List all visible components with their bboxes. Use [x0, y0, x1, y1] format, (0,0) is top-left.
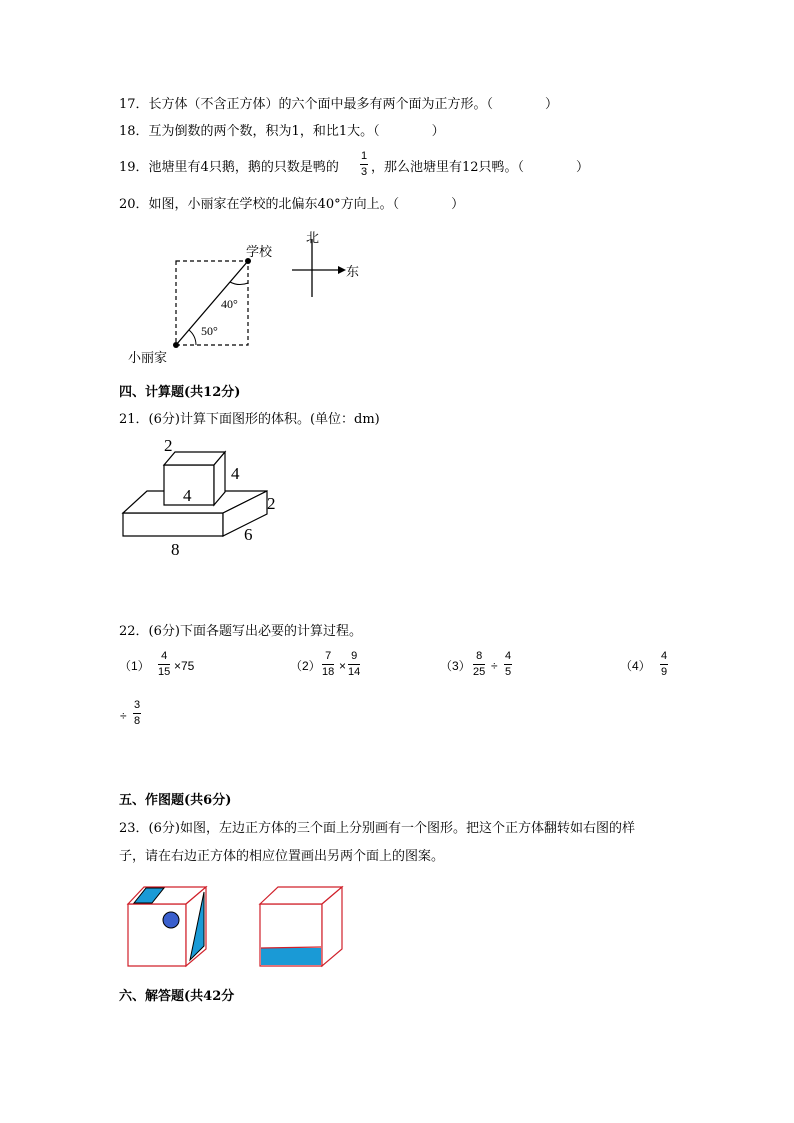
east-arrow-icon [338, 266, 346, 274]
angle-bottom-label: 50° [201, 324, 218, 338]
fraction-denominator: 15 [158, 666, 171, 678]
item-label: （2） [290, 659, 321, 673]
question-19-fraction [360, 151, 368, 178]
question-22: 22．(6分)下面各题写出必要的计算过程。 [119, 624, 362, 639]
east-label: 东 [346, 264, 360, 279]
fraction [348, 651, 360, 678]
fraction-denominator: 25 [473, 666, 486, 678]
dim-top-width: 2 [164, 436, 173, 455]
angle-arc-bottom [189, 330, 196, 345]
front-face-circle [163, 912, 179, 928]
fraction-denominator: 5 [505, 666, 512, 678]
item-label: （1） [119, 659, 150, 673]
operator: ×75 [174, 659, 195, 673]
section-4-heading: 四、计算题(共12分) [119, 385, 241, 400]
item-label: （4） [620, 659, 651, 673]
volume-figure [120, 437, 300, 557]
left-cube-front [128, 904, 186, 966]
item-label: （3） [440, 659, 471, 673]
fraction-denominator: 9 [661, 666, 668, 678]
question-19-text-post: ，那么池塘里有12只鸭。（ ） [371, 160, 590, 175]
section-6-heading: 六、解答题(共42分 [119, 989, 235, 1004]
north-label: 北 [306, 230, 320, 245]
left-cube [128, 887, 206, 966]
fraction-numerator: 3 [133, 700, 141, 714]
home-label: 小丽家 [128, 350, 168, 365]
angle-arc-top [230, 282, 248, 284]
section-5-heading: 五、作图题(共6分) [119, 793, 232, 808]
fraction [504, 651, 512, 678]
question-23-line-1: 23．(6分)如图，左边正方体的三个面上分别画有一个图形。把这个正方体翻转如右图的样 [119, 821, 635, 836]
operator: ÷ [491, 659, 498, 673]
operator: × [339, 659, 347, 673]
fraction [660, 651, 668, 678]
fraction-numerator: 8 [473, 651, 485, 665]
question-17: 17．长方体（不含正方体）的六个面中最多有两个面为正方形。（ ） [119, 97, 559, 112]
fraction-denominator: 8 [134, 715, 141, 727]
fraction-numerator: 4 [660, 651, 668, 665]
fraction-denominator: 14 [348, 666, 361, 678]
fraction-denominator: 18 [322, 666, 335, 678]
question-18: 18．互为倒数的两个数，积为1，和比1大。（ ） [119, 124, 445, 139]
home-point [173, 342, 179, 348]
fraction-numerator: 9 [348, 651, 360, 665]
fraction [158, 651, 170, 678]
fraction-numerator: 4 [504, 651, 512, 665]
fraction-numerator: 7 [322, 651, 334, 665]
fraction-denominator: 3 [361, 166, 368, 178]
question-20: 20．如图，小丽家在学校的北偏东40°方向上。（ ） [119, 197, 465, 212]
fraction [133, 700, 141, 727]
fraction [322, 651, 334, 678]
fraction-numerator: 4 [158, 651, 170, 665]
dim-bottom-length: 8 [171, 540, 180, 559]
school-label: 学校 [246, 244, 273, 259]
question-19-text-pre: 19．池塘里有4只鹅，鹅的只数是鸭的 [119, 160, 339, 175]
cube-figure [120, 880, 360, 980]
dim-bottom-height: 2 [267, 494, 276, 513]
front-face-band [261, 948, 321, 965]
operator: ÷ [120, 709, 127, 723]
question-23-line-2: 子，请在右边正方体的相应位置画出另两个面上的图案。 [119, 849, 445, 864]
angle-top-label: 40° [221, 297, 238, 311]
dim-bottom-depth: 6 [244, 525, 253, 544]
question-21: 21．(6分)计算下面图形的体积。(单位：dm) [119, 412, 380, 427]
fraction-numerator: 1 [360, 151, 368, 165]
dim-top-height: 4 [231, 464, 240, 483]
bottom-box-front [123, 513, 223, 536]
dim-top-front: 4 [183, 486, 192, 505]
direction-diagram [120, 225, 380, 365]
right-cube [260, 887, 342, 966]
fraction [473, 651, 485, 678]
